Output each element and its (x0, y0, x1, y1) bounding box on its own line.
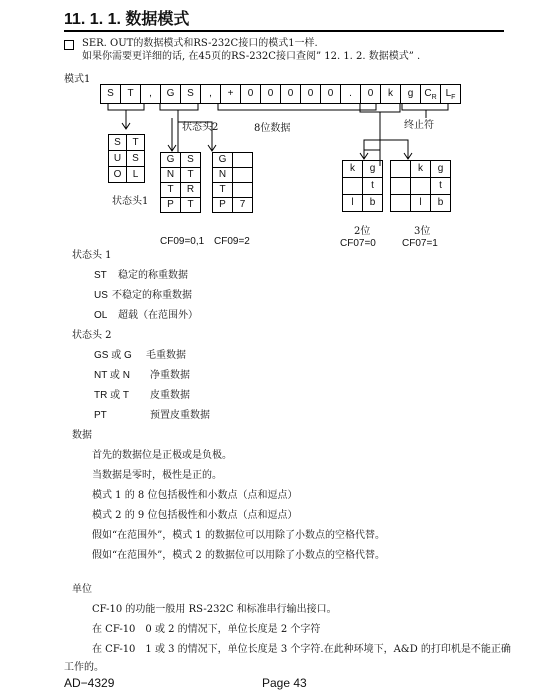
format-cell: S (100, 84, 121, 104)
format-cell: k (380, 84, 401, 104)
intro-line-2: 如果你需要更详细的话, 在45页的RS-232C接口查阅” 12. 1. 2. 数据模式” . (82, 51, 421, 62)
table-cell: S (180, 152, 201, 168)
format-cell: 0 (260, 84, 281, 104)
status2-code-2: TR 或 T (94, 390, 129, 401)
status2-code-3: PT (94, 410, 107, 421)
page-title: 11. 1. 1. 数据模式 (64, 11, 190, 28)
unit-line-2: 在 CF-10 1 或 3 的情况下，单位长度是 3 个字符.在此种环境下，A&D 的打印机是不能正确 (92, 644, 511, 655)
table-cell: T (180, 197, 201, 213)
format-cell: + (220, 84, 241, 104)
label-cf07-1: CF07=1 (402, 238, 438, 249)
table-cell: b (430, 194, 451, 212)
table-cell: T (160, 182, 181, 198)
unit-title: 单位 (72, 584, 92, 595)
footer-page: Page 43 (262, 676, 307, 690)
label-2digit: 2位 (354, 226, 371, 237)
format-cell: S (180, 84, 201, 104)
unit-line-0: CF-10 的功能一般用 RS-232C 和标准串行输出接口。 (92, 604, 337, 615)
label-cf09-a: CF09=0,1 (160, 236, 205, 247)
status1-code-0: ST (94, 270, 107, 281)
table-cell: t (430, 177, 451, 195)
table-cell (390, 194, 411, 212)
label-3digit: 3位 (414, 226, 431, 237)
table-cell: S (126, 150, 145, 167)
table-cell (390, 160, 411, 178)
status1-desc-2: 超载（在范围外） (118, 310, 198, 321)
status1-code-2: OL (94, 310, 108, 321)
data-line-1: 当数据是零时，极性是正的。 (92, 470, 222, 481)
label-cf07-0: CF07=0 (340, 238, 376, 249)
table-cell: T (212, 182, 233, 198)
table-cell: O (108, 166, 127, 183)
status2-desc-1: 净重数据 (150, 370, 190, 381)
table-cell: R (180, 182, 201, 198)
mode1-label: 模式1 (64, 74, 91, 85)
table-cell: G (160, 152, 181, 168)
table-cell: l (342, 194, 363, 212)
data-line-5: 假如“在范围外”，模式 2 的数据位可以用除了小数点的空格代替。 (92, 550, 385, 561)
unit-line-3: 工作的。 (64, 662, 104, 673)
format-cell: 0 (360, 84, 381, 104)
status2-code-1: NT 或 N (94, 370, 130, 381)
format-cell: 0 (300, 84, 321, 104)
footer-model: AD−4329 (64, 676, 115, 690)
table-cell (410, 177, 431, 195)
data-line-2: 模式 1 的 8 位包括极性和小数点（点和逗点） (92, 490, 298, 501)
table-cell: l (410, 194, 431, 212)
status2-desc-3: 预置皮重数据 (150, 410, 210, 421)
data-line-4: 假如“在范围外”，模式 1 的数据位可以用除了小数点的空格代替。 (92, 530, 385, 541)
table-cell: N (160, 167, 181, 183)
label-status-header2: 状态头2 (182, 122, 219, 133)
table-cell: b (362, 194, 383, 212)
format-cell: $L_F$ (440, 84, 461, 104)
status2-desc-2: 皮重数据 (150, 390, 190, 401)
table-cell: k (410, 160, 431, 178)
status1-code-1: US (94, 290, 108, 301)
status1-title: 状态头 1 (72, 250, 112, 261)
table-cell (342, 177, 363, 195)
label-status-header1: 状态头1 (112, 196, 149, 207)
format-cell: T (120, 84, 141, 104)
table-cell (232, 182, 253, 198)
table-cell: g (362, 160, 383, 178)
table-cell: P (212, 197, 233, 213)
format-cell: . (340, 84, 361, 104)
table-cell: T (180, 167, 201, 183)
format-cell: 0 (320, 84, 341, 104)
format-cell: G (160, 84, 181, 104)
table-cell: t (362, 177, 383, 195)
table-cell (232, 167, 253, 183)
data-title: 数据 (72, 430, 92, 441)
format-cell: , (200, 84, 221, 104)
table-cell: S (108, 134, 127, 151)
format-cell: $C_R$ (420, 84, 441, 104)
format-cell: 0 (240, 84, 261, 104)
intro-line-1: SER. OUT的数据模式和RS-232C接口的模式1一样. (82, 38, 318, 49)
unit-line-1: 在 CF-10 0 或 2 的情况下，单位长度是 2 个字符 (92, 624, 321, 635)
status2-code-0: GS 或 G (94, 350, 132, 361)
data-line-3: 模式 2 的 9 位包括极性和小数点（点和逗点） (92, 510, 298, 521)
table-cell: U (108, 150, 127, 167)
table-cell: L (126, 166, 145, 183)
table-cell (390, 177, 411, 195)
label-8digit: 8位数据 (254, 123, 291, 134)
table-cell: 7 (232, 197, 253, 213)
status1-desc-0: 稳定的称重数据 (118, 270, 188, 281)
table-cell: N (212, 167, 233, 183)
table-cell: k (342, 160, 363, 178)
table-cell: T (126, 134, 145, 151)
status1-desc-1: 不稳定的称重数据 (112, 290, 192, 301)
table-cell: G (212, 152, 233, 168)
data-line-0: 首先的数据位是正极或是负极。 (92, 450, 232, 461)
status2-title: 状态头 2 (72, 330, 112, 341)
format-cell: , (140, 84, 161, 104)
table-cell: g (430, 160, 451, 178)
label-terminator: 终止符 (404, 120, 434, 131)
status2-desc-0: 毛重数据 (146, 350, 186, 361)
format-cell: g (400, 84, 421, 104)
format-cell: 0 (280, 84, 301, 104)
label-cf09-b: CF09=2 (214, 236, 250, 247)
table-cell (232, 152, 253, 168)
table-cell: P (160, 197, 181, 213)
